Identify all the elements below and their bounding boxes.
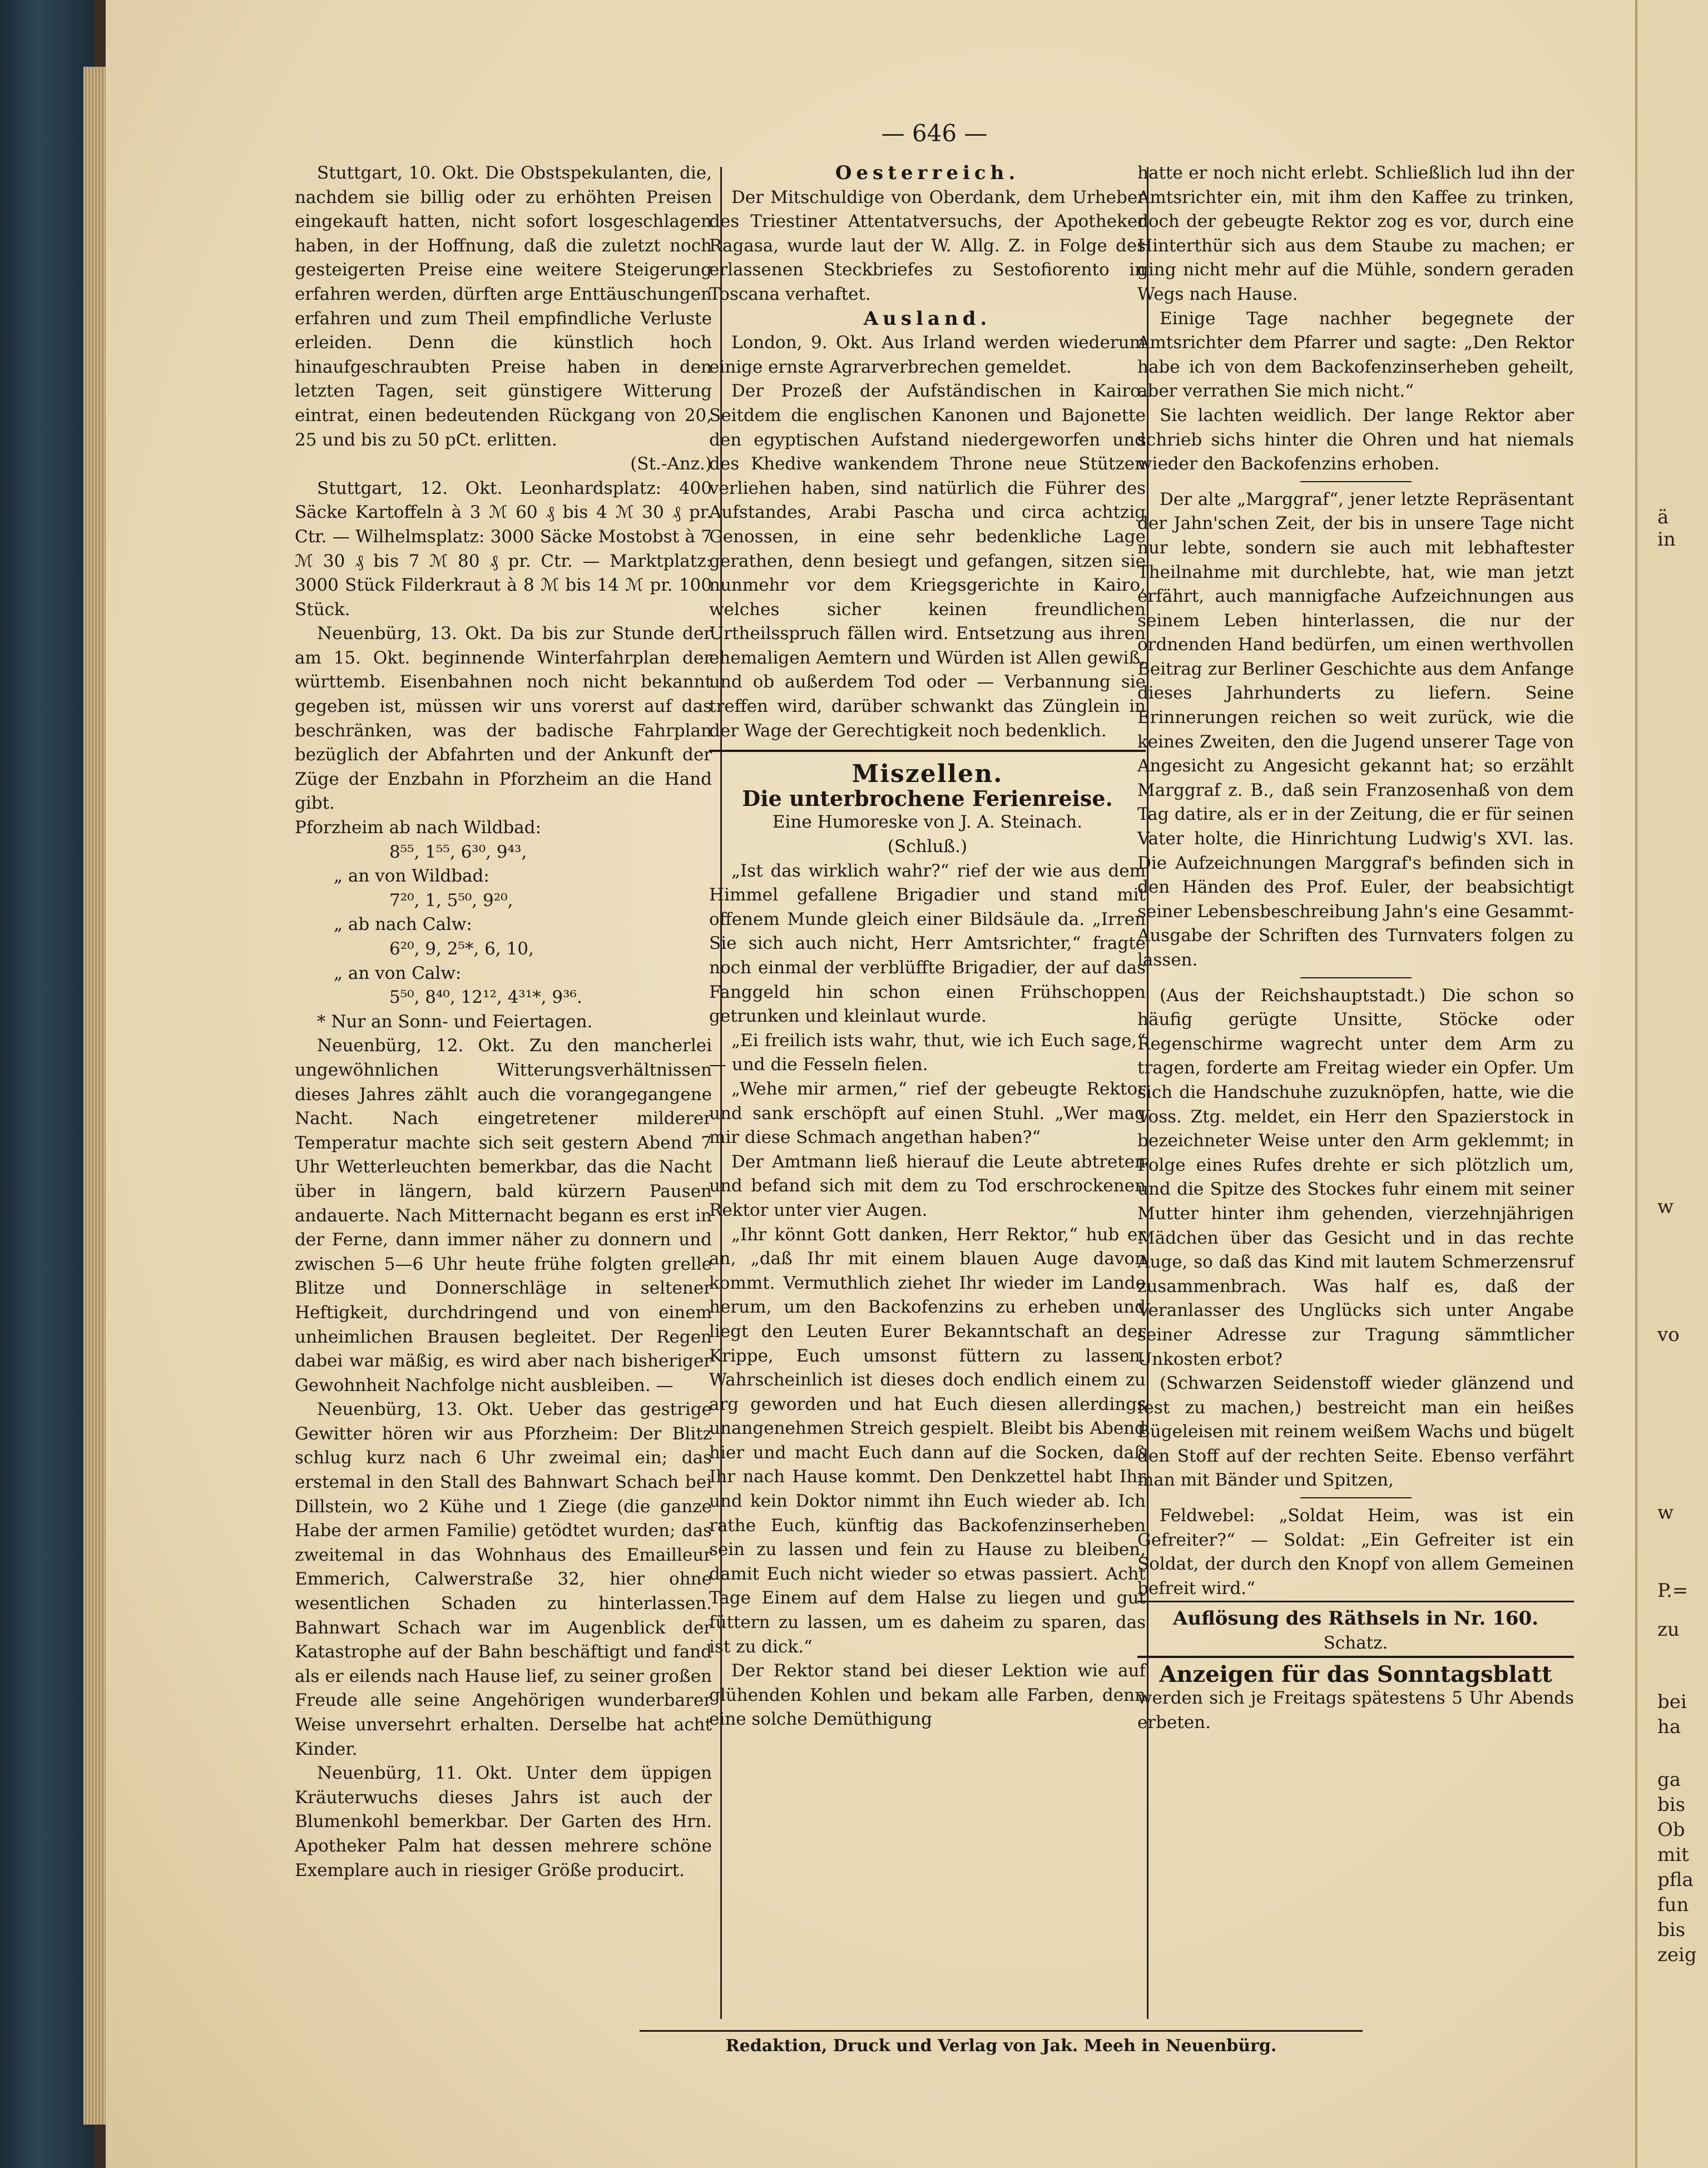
fragment: w <box>1657 1196 1674 1218</box>
fragment: mit <box>1657 1844 1689 1866</box>
advert-heading: Anzeigen für das Sonntagsblatt <box>1137 1656 1574 1687</box>
puzzle-solution: Schatz. <box>1323 1633 1388 1654</box>
news-oberdank: Der Mitschuldige von Oberdank, dem Urheber des Triestiner Attentatversuchs, der Apotheker Ragasa, wurde laut der W. Allg. Z. in Folge des erlassenen Steckbriefes zu Sestofiorento in Toscana verhaftet. <box>709 187 1146 304</box>
news-neuenbuerg-gewitter: Neuenbürg, 13. Okt. Ueber das gestrige Gewitter hören wir aus Pforzheim: Der Blitz schlug kurz nach 6 Uhr zweimal ein; das erstemal in den Stall des Bahnwart Schach bei Dillstein, wo 2 Kühe und 1 Ziege (die ganze Habe der armen Familie) getödtet wurden; das zweitemal in das Wohnhaus des Emailleur Emmerich, Calwerstraße 32, hier ohne wesentlichen Schaden zu hinterlassen. Bahnwart Schach war im Augenblick der Katastrophe auf der Bahn beschäftigt und fand als er eilends nach Hause lief, zu seiner großen Freude alle seine Angehörigen wunderbarer Weise unversehrt erhalten. Derselbe hat acht Kinder. <box>295 1399 712 1759</box>
story-continuation: (Schluß.) <box>887 836 968 857</box>
divider <box>1300 481 1412 482</box>
timetable-row: 6²⁰, 9, 2⁵*, 6, 10, <box>389 939 534 959</box>
news-neuenbuerg-fahrplan: Neuenbürg, 13. Okt. Da bis zur Stunde der am 15. Okt. beginnende Winterfahrplan der württemb. Eisenbahnen noch nicht bekannt gegeben ist, müssen wir uns vorerst auf das beschränken, was der badische Fahrplan bezüglich der Abfahrten und der Ankunft der Züge der Enzbahn in Pforzheim an die Hand gibt. <box>295 623 712 814</box>
story-paragraph: „Ihr könnt Gott danken, Herr Rektor,“ hub er an, „daß Ihr mit einem blauen Auge davon kommt. Vermuthlich ziehet Ihr wieder im Lande herum, um den Backofenzins zu erheben und liegt den Leuten Eurer Bekanntschaft an der Krippe, Euch umsonst füttern zu lassen. Wahrscheinlich ist dieses doch endlich einem zu arg geworden und hat Euch diesen allerdings unangenehmen Streich gespielt. Bleibt bis Abend hier und macht Euch dann auf die Socken, daß Ihr nach Hause kommt. Den Denkzettel habt Ihr und kein Doktor nimmt ihn Euch wieder ab. Ich rathe Euch, künftig das Backofenzinserheben sein zu lassen und fein zu Hause zu bleiben, damit Euch nicht wieder so etwas passiert. Acht Tage Einem auf dem Halse zu liegen und gut füttern zu lassen, um es daheim zu sparen, das ist zu dick.“ <box>709 1224 1146 1657</box>
fragment: ha <box>1657 1716 1681 1738</box>
source-note: (St.-Anz.) <box>630 454 712 474</box>
story-byline: Eine Humoreske von J. A. Steinach. <box>772 812 1083 833</box>
household-tip: (Schwarzen Seidenstoff wieder glänzend und fest zu machen,) bestreicht man ein heißes Bügeleisen mit reinem weißem Wachs und bügelt den Stoff auf der rechten Seite. Ebenso verfährt man mit Bänder und Spitzen, <box>1137 1373 1574 1491</box>
column-1 <box>295 161 712 1883</box>
news-marggraf: Der alte „Marggraf“, jener letzte Repräsentant der Jahn'schen Zeit, der bis in unsere Tage nicht nur lebte, sondern sie auch mit lebhaftester Theilnahme mit durchlebte, hat, wie man jetzt erfährt, auch mannigfache Aufzeichnungen aus seinem Leben hinterlassen, die nur der ordnenden Hand bedürfen, um einen werthvollen Beitrag zur Berliner Geschichte aus dem Anfange dieses Jahrhunderts zu liefern. Seine Erinnerungen reichen so weit zurück, wie die keines Zweiten, den die Jugend unserer Tage von Angesicht zu Angesicht gekannt hat; so erzählt Marggraf z. B., daß sein Franzosenhaß von dem Tag datire, als er in der Zeitung, die er für seinen Vater holte, die Hinrichtung Ludwig's XVI. las. Die Aufzeichnungen Marggraf's befinden sich in den Händen des Prof. Euler, der beabsichtigt seiner Lebensbeschreibung Jahn's eine Gesammt-Ausgabe der Schriften des Turnvaters folgen zu lassen. <box>1137 489 1574 970</box>
story-paragraph: „Ist das wirklich wahr?“ rief der wie aus dem Himmel gefallene Brigadier und stand mit offenem Munde gleich einer Bildsäule da. „Irren Sie sich auch nicht, Herr Amtsrichter,“ fragte noch einmal der verblüffte Brigadier, der auf das Fanggeld hin schon einen Frühschoppen getrunken und kleinlaut wurde. <box>709 860 1146 1027</box>
timetable-footnote: * Nur an Sonn- und Feiertagen. <box>317 1011 593 1032</box>
fragment: Ob <box>1657 1819 1685 1841</box>
news-reichshauptstadt: (Aus der Reichshauptstadt.) Die schon so häufig gerügte Unsitte, Stöcke oder Regenschirme wagrecht unter dem Arm zu tragen, forderte am Freitag wieder ein Opfer. Um sich die Handschuhe zuzuknöpfen, hatte, wie die Voss. Ztg. meldet, ein Herr den Spazierstock in bezeichneter Weise unter den Arm geklemmt; in Folge eines Rufes drehte er sich plötzlich um, und die Spitze des Stockes fuhr einem mit seiner Mutter hinter ihm gehenden, vierzehnjährigen Mädchen über das Gesicht und in das rechte Auge, so daß das Kind mit lautem Schmerzensruf zusammenbrach. Was half es, daß der Veranlasser des Unglücks sich unter Angabe seiner Adresse zur Tragung sämmtlicher Unkosten erbot? <box>1137 985 1574 1369</box>
story-paragraph: Der Rektor stand bei dieser Lektion wie auf glühenden Kohlen und bekam alle Farben, denn eine solche Demüthigung <box>709 1661 1146 1730</box>
divider <box>1300 977 1412 978</box>
fragment: ä <box>1657 506 1669 528</box>
timetable-row: 8⁵⁵, 1⁵⁵, 6³⁰, 9⁴³, <box>389 842 527 862</box>
timetable-heading: Pforzheim ab nach Wildbad: <box>295 818 542 838</box>
fragment: ga <box>1657 1769 1681 1791</box>
facing-page-edge <box>1635 0 1708 2168</box>
timetable-heading: „ an von Calw: <box>334 963 462 983</box>
timetable-heading: „ ab nach Calw: <box>334 914 472 935</box>
section-heading-miszellen: Miszellen. <box>851 760 1003 789</box>
news-neuenbuerg-wetter: Neuenbürg, 12. Okt. Zu den mancherlei ungewöhnlichen Witterungsverhältnissen dieses Jahres zählt auch die vorangegangene Nacht. Nach eingetretener milderer Temperatur machte sich seit gestern Abend 7 Uhr Wetterleuchten bemerkbar, das die Nacht über in längern, bald kürzern Pausen andauerte. Nach Mitternacht begann es erst in der Ferne, dann immer näher zu donnern und zwischen 5—6 Uhr heute frühe folgten grelle Blitze und Donnerschläge in seltener Heftigkeit, durchdringend und von einem unheimlichen Brausen begleitet. Der Regen dabei war mäßig, es wird aber nach bisheriger Gewohnheit Nachfolge nicht ausbleiben. — <box>295 1036 712 1395</box>
fragment: w <box>1657 1502 1674 1524</box>
column-2 <box>709 161 1146 1732</box>
story-paragraph: Sie lachten weidlich. Der lange Rektor aber schrieb sichs hinter die Ohren und hat niemals wieder den Backofenzins erhoben. <box>1137 405 1574 474</box>
fragment: bei <box>1657 1691 1687 1713</box>
story-paragraph: „Ei freilich ists wahr, thut, wie ich Euch sage,“ — und die Fesseln fielen. <box>709 1030 1146 1075</box>
timetable-heading: „ an von Wildbad: <box>334 866 489 887</box>
advert-notice: werden sich je Freitags spätestens 5 Uhr Abends erbeten. <box>1137 1688 1574 1733</box>
fragment: fun <box>1657 1894 1689 1916</box>
fragment: in <box>1657 528 1676 551</box>
section-heading-oesterreich: Oesterreich. <box>835 162 1020 184</box>
fragment: zeig <box>1657 1944 1697 1966</box>
book-binding <box>0 0 95 2168</box>
story-paragraph: „Wehe mir armen,“ rief der gebeugte Rektor und sank erschöpft auf einen Stuhl. „Wer mag mir diese Schmach angethan haben?“ <box>709 1078 1146 1148</box>
section-divider <box>709 750 1146 752</box>
fragment: bis <box>1657 1794 1686 1816</box>
puzzle-solution-heading: Auflösung des Räthsels in Nr. 160. <box>1137 1601 1574 1631</box>
section-heading-ausland: Ausland. <box>863 307 992 330</box>
joke-feldwebel: Feldwebel: „Soldat Heim, was ist ein Gefreiter?“ — Soldat: „Ein Gefreiter ist ein Soldat, der durch den Knopf von allem Gemeinen befreit wird.“ <box>1137 1506 1574 1598</box>
timetable-row: 5⁵⁰, 8⁴⁰, 12¹², 4³¹*, 9³⁶. <box>389 987 582 1008</box>
news-stuttgart-markt: Stuttgart, 12. Okt. Leonhardsplatz: 400 Säcke Kartoffeln à 3 ℳ 60 ₰ bis 4 ℳ 30 ₰ pr. Ctr. — Wilhelmsplatz: 3000 Säcke Mostobst à 7 ℳ 30 ₰ bis 7 ℳ 80 ₰ pr. Ctr. — Marktplatz: 3000 Stück Filderkraut à 8 ℳ bis 14 ℳ pr. 100 Stück. <box>295 478 712 620</box>
imprint-footer: Redaktion, Druck und Verlag von Jak. Meeh in Neuenbürg. <box>640 2030 1363 2056</box>
fragment: zu <box>1657 1618 1680 1641</box>
story-paragraph: Einige Tage nachher begegnete der Amtsrichter dem Pfarrer und sagte: „Den Rektor habe ich von dem Backofenzinserheben geheilt, aber verrathen Sie mich nicht.“ <box>1137 308 1574 402</box>
fragment: vo <box>1657 1324 1680 1346</box>
timetable-row: 7²⁰, 1, 5⁵⁰, 9²⁰, <box>389 890 513 910</box>
story-paragraph: Der Amtmann ließ hierauf die Leute abtreten und befand sich mit dem zu Tod erschrockenen Rektor unter vier Augen. <box>709 1151 1146 1220</box>
news-kairo: Der Prozeß der Aufständischen in Kairo. Seitdem die englischen Kanonen und Bajonette den egyptischen Aufstand niedergeworfen und des Khedive wankendem Throne neue Stützen verliehen haben, sind natürlich die Führer des Aufstandes, Arabi Pascha und circa achtzig Genossen, in eine sehr bedenkliche Lage gerathen, denn besiegt und gefangen, sitzen sie nunmehr vor dem Kriegsgerichte in Kairo, welches sicher keinen freundlichen Urtheilsspruch fällen wird. Entsetzung aus ihren ehemaligen Aemtern und Würden ist Allen gewiß, und ob außerdem Tod oder — Verbannung sie treffen wird, darüber schwankt das Zünglein in der Wage der Gerechtigkeit noch bedenklich. <box>709 381 1146 741</box>
story-paragraph: hatte er noch nicht erlebt. Schließlich lud ihn der Amtsrichter ein, mit ihm den Kaffee zu trinken, doch der gebeugte Rektor zog es vor, durch eine Hinterthür sich aus dem Staube zu machen; er ging nicht mehr auf die Mühle, sondern geraden Wegs nach Hause. <box>1137 163 1574 304</box>
fragment: bis <box>1657 1919 1686 1941</box>
divider <box>1300 1497 1412 1498</box>
news-london: London, 9. Okt. Aus Irland werden wiederum einige ernste Agrarverbrechen gemeldet. <box>709 333 1146 377</box>
fragment: pfla <box>1657 1869 1694 1891</box>
page-number: — 646 — <box>881 120 988 147</box>
story-title: Die unterbrochene Ferienreise. <box>742 785 1113 811</box>
news-stuttgart-obst: Stuttgart, 10. Okt. Die Obstspekulanten, die, nachdem sie billig oder zu erhöhten Preisen eingekauft hatten, nicht sofort losgeschlagen haben, in der Hoffnung, daß die zuletzt noch gesteigerten Preise eine weitere Steigerung erfahren werden, dürften arge Enttäuschungen erfahren und zum Theil empfindliche Verluste erleiden. Denn die künstlich hoch hinaufgeschraubten Preise haben in den letzten Tagen, seit günstigere Witterung eintrat, einen bedeutenden Rückgang von 20, 25 und bis zu 50 pCt. erlitten. <box>295 163 712 450</box>
news-neuenbuerg-blumenkohl: Neuenbürg, 11. Okt. Unter dem üppigen Kräuterwuchs dieses Jahrs ist auch der Blumenkohl bemerkbar. Der Garten des Hrn. Apotheker Palm hat dessen mehrere schöne Exemplare auch in riesiger Größe producirt. <box>295 1763 712 1880</box>
fragment: P.= <box>1657 1580 1689 1602</box>
column-3 <box>1137 161 1574 1735</box>
